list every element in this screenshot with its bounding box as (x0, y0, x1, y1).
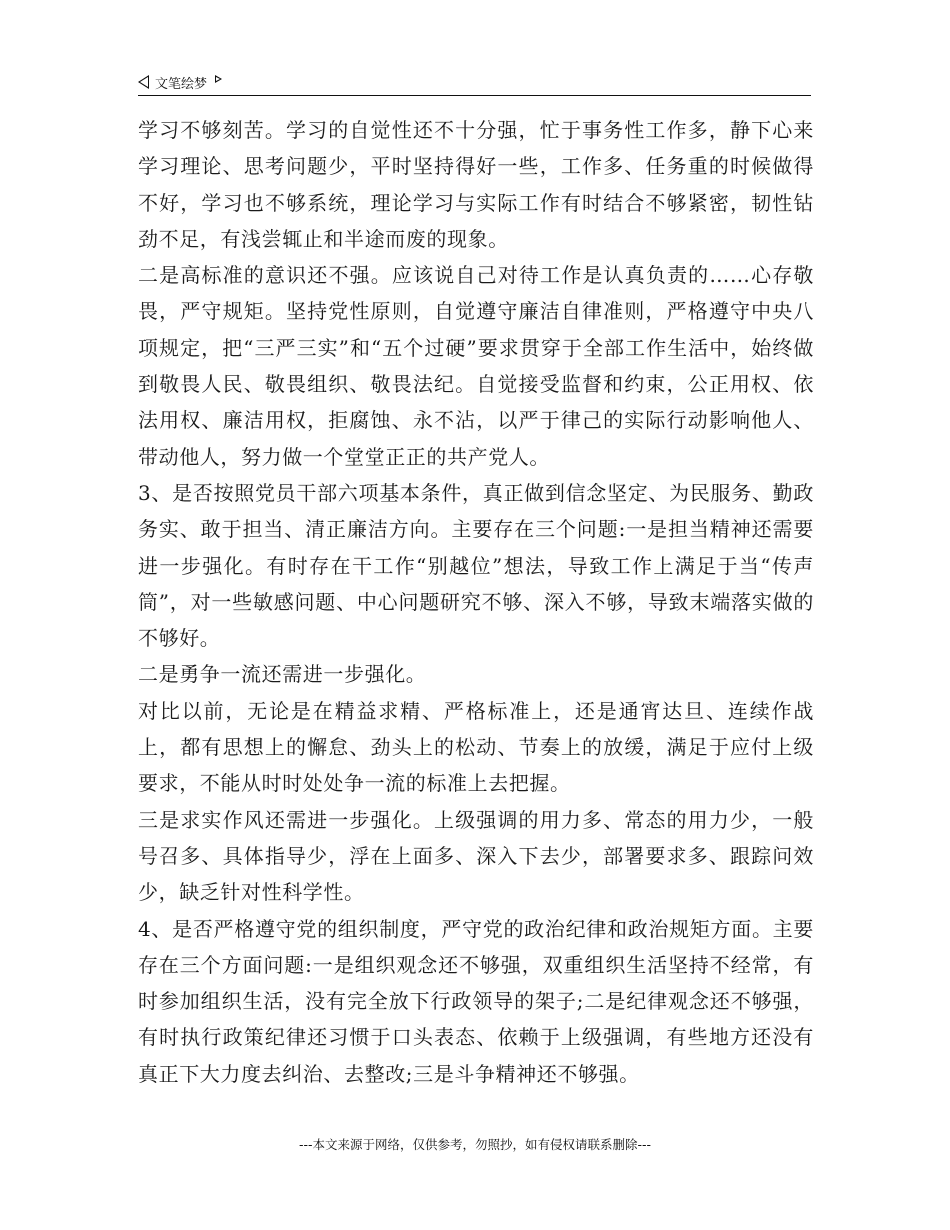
paragraph: 二是高标准的意识还不强。应该说自己对待工作是认真负责的……心存敬畏，严守规矩。坚持党性原则，自觉遵守廉洁自律准则，严格遵守中央八项规定，把“三严三实”和“五个过硬”要求贯穿于全部工作生活中，始终做到敬畏人民、敬畏组织、敬畏法纪。自觉接受监督和约束，公正用权、依法用权、廉洁用权，拒腐蚀、永不沾，以严于律己的实际行动影响他人、带动他人，努力做一个堂堂正正的共产党人。 (138, 263, 814, 469)
document-body (138, 112, 814, 1092)
paragraph: 学习不够刻苦。学习的自觉性还不十分强，忙于事务性工作多，静下心来学习理论、思考问题少，平时坚持得好一些，工作多、任务重的时候做得不好，学习也不够系统，理论学习与实际工作有时结合不够紧密，韧性钻劲不足，有浅尝辄止和半途而废的现象。 (138, 118, 814, 251)
right-triangle-icon (215, 75, 222, 83)
header-brand: 文笔绘梦 (155, 76, 208, 92)
paragraph: 3、是否按照党员干部六项基本条件，真正做到信念坚定、为民服务、勤政务实、敢于担当、清正廉洁方向。主要存在三个问题:一是担当精神还需要进一步强化。有时存在干工作“别越位”想法，导致工作上满足于当“传声筒”，对一些敏感问题、中心问题研究不够、深入不够，导致末端落实做的不够好。 (138, 480, 814, 651)
header-divider (138, 95, 811, 96)
paragraph: 对比以前，无论是在精益求精、严格标准上，还是通宵达旦、连续作战上，都有思想上的懈怠、劲头上的松动、节奏上的放缓，满足于应付上级要求，不能从时时处处争一流的标准上去把握。 (138, 698, 814, 796)
paragraph: 二是勇争一流还需进一步强化。 (138, 662, 427, 687)
left-triangle-icon (138, 75, 149, 89)
page-header (138, 70, 811, 94)
footer-notice: ---本文来源于网络，仅供参考，勿照抄，如有侵权请联系删除--- (298, 1137, 652, 1152)
paragraph: 三是求实作风还需进一步强化。上级强调的用力多、常态的用力少，一般号召多、具体指导少，浮在上面多、深入下去少，部署要求多、跟踪问效少，缺乏针对性科学性。 (138, 807, 814, 905)
paragraph: 4、是否严格遵守党的组织制度，严守党的政治纪律和政治规矩方面。主要存在三个方面问题:一是组织观念还不够强，双重组织生活坚持不经常，有时参加组织生活，没有完全放下行政领导的架子;二是纪律观念还不够强，有时执行政策纪律还习惯于口头表态、依赖于上级强调，有些地方还没有真正下大力度去纠治、去整改;三是斗争精神还不够强。 (138, 916, 814, 1086)
